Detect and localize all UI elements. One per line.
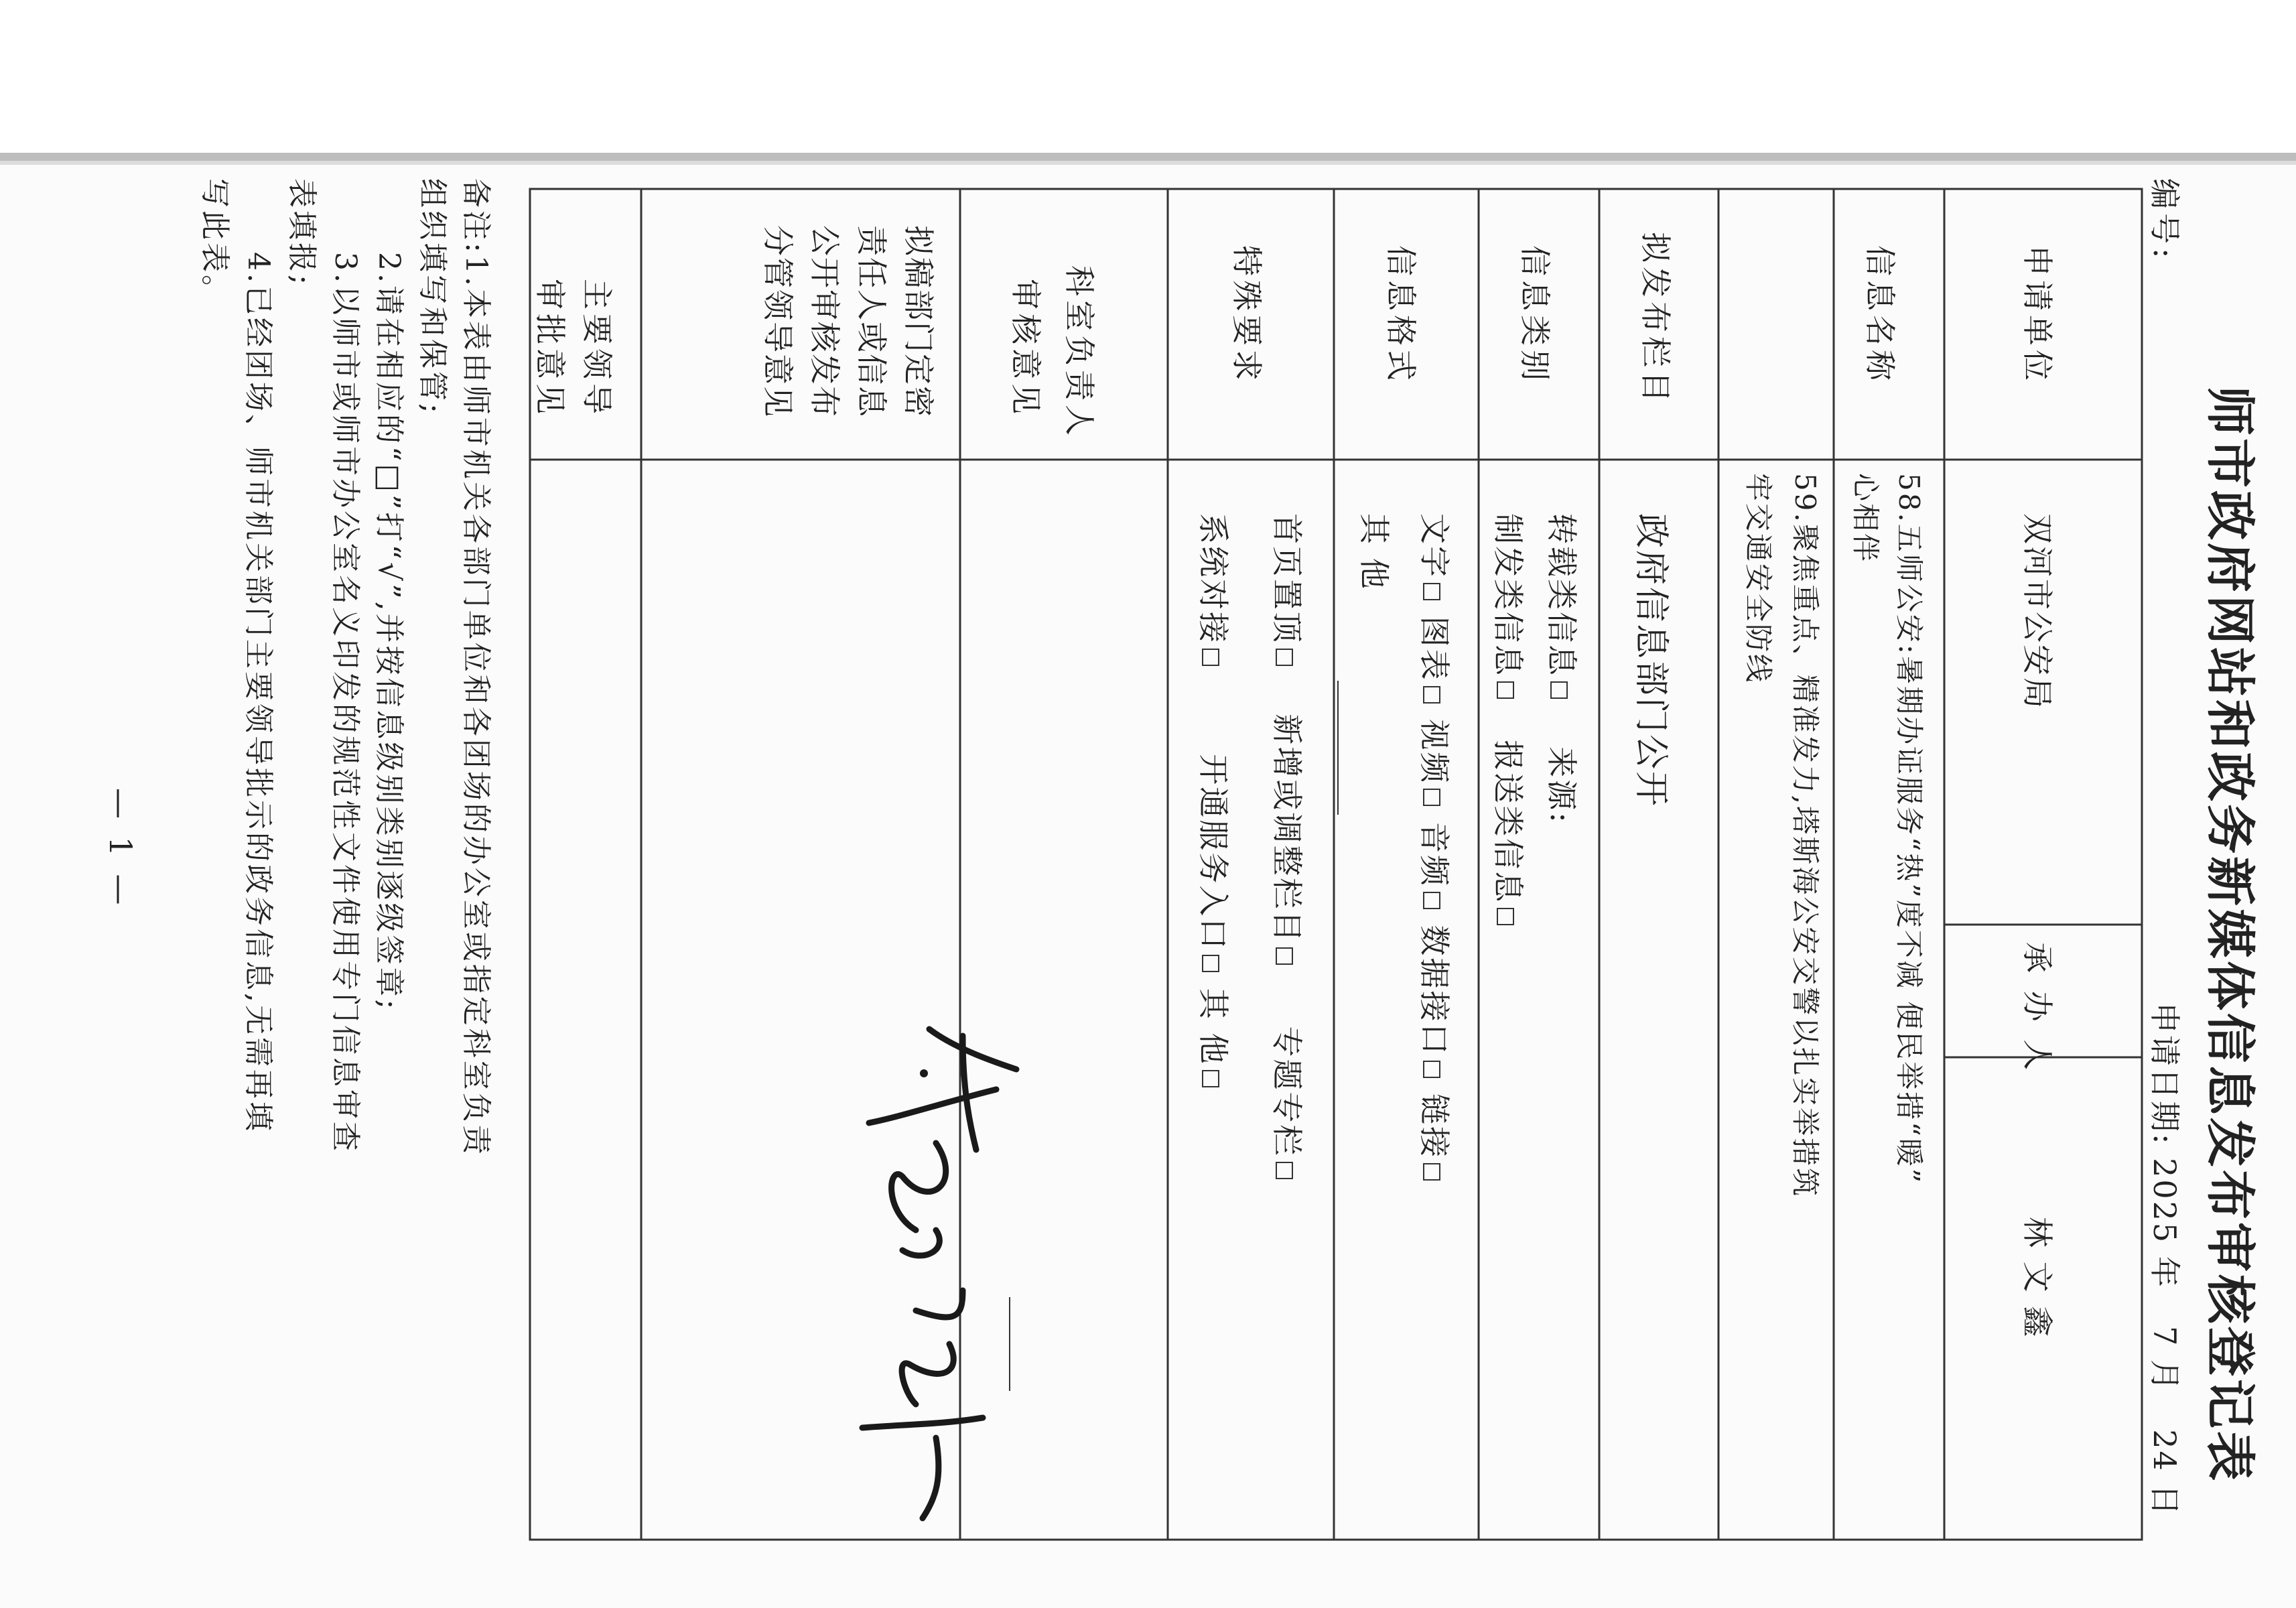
- special-service: 开通服务入口: [1195, 754, 1231, 951]
- apply-date-label: 申请日期:: [2147, 1002, 2183, 1146]
- format-audio: 音频: [1416, 821, 1453, 888]
- info-name-line2: 心相伴: [1849, 473, 1882, 564]
- note-4b: 写此表。: [198, 178, 232, 307]
- leader-label-2: 审批意见: [532, 279, 568, 418]
- category-reported-checkbox[interactable]: [1497, 908, 1514, 925]
- special-topic: 专题专栏: [1269, 1026, 1305, 1158]
- apply-date-month: 7: [2147, 1326, 2183, 1348]
- special-new-column-checkbox[interactable]: [1276, 947, 1293, 965]
- special-topic-checkbox[interactable]: [1276, 1162, 1293, 1179]
- category-reprint-checkbox[interactable]: [1550, 681, 1568, 699]
- format-video-checkbox[interactable]: [1423, 789, 1440, 806]
- info-name-line1: 58.五师公安:暑期办证服务“热”度不减 便民举措“暖”: [1893, 473, 1926, 1185]
- drafting-label-3: 公开审核发布: [807, 225, 843, 418]
- note-3b: 表填报;: [285, 178, 319, 287]
- apply-date-year: 2025: [2147, 1158, 2183, 1245]
- note-4a: 4.已经团场、师市机关部门主要领导批示的政务信息,无需再填: [241, 252, 275, 1134]
- format-text: 文字: [1416, 513, 1453, 579]
- handler-value: 林 文 鑫: [2019, 1217, 2055, 1339]
- scan-edge: [0, 153, 2296, 161]
- special-pin-top: 首页置顶: [1269, 513, 1305, 645]
- drafting-label-1: 拟稿部门定密: [900, 225, 937, 418]
- publish-column-label: 拟发布栏目: [1637, 232, 1674, 406]
- applicant-unit-value: 双河市公安局: [2019, 513, 2055, 710]
- apply-date-day-unit: 日: [2147, 1484, 2183, 1518]
- special-service-checkbox[interactable]: [1202, 955, 1219, 972]
- category-issued-checkbox[interactable]: [1497, 681, 1514, 699]
- note-2: 2.请在相应的“□”打“√”,并按信息级别类别逐级签章;: [372, 252, 406, 1012]
- special-system-checkbox[interactable]: [1202, 649, 1219, 666]
- format-link-checkbox[interactable]: [1423, 1163, 1440, 1181]
- format-chart-checkbox[interactable]: [1423, 686, 1440, 704]
- category-row2: [1488, 513, 1532, 929]
- format-other-label: 其 他: [1356, 513, 1392, 591]
- drafting-label-2: 责任人或信息: [854, 225, 890, 418]
- special-row1: [1267, 513, 1311, 1183]
- special-other: 其 他: [1195, 988, 1231, 1066]
- dept-head-label-1: 科室负责人: [1061, 265, 1097, 440]
- special-other-checkbox[interactable]: [1202, 1070, 1219, 1087]
- special-pin-top-checkbox[interactable]: [1276, 649, 1293, 666]
- page-number: — 1 —: [103, 788, 139, 909]
- category-issued: 制发类信息: [1490, 513, 1526, 677]
- publish-column-value: 政府信息部门公开: [1631, 513, 1671, 809]
- format-data-api: 数据接口: [1416, 925, 1453, 1057]
- info-name-line3: 59.聚焦重点、精准发力,塔斯海公安交警以扎实举措筑: [1789, 473, 1822, 1199]
- format-video: 视频: [1416, 719, 1453, 785]
- special-req-label: 特殊要求: [1229, 245, 1265, 385]
- format-chart: 图表: [1416, 616, 1453, 682]
- format-text-checkbox[interactable]: [1423, 583, 1440, 600]
- info-name-line4: 牢交通安全防线: [1742, 473, 1775, 685]
- format-link: 链接: [1416, 1093, 1453, 1160]
- category-row1: [1542, 513, 1586, 825]
- category-source-label: 来源:: [1544, 746, 1580, 825]
- leader-label-1: 主要领导: [579, 279, 615, 418]
- format-options: [1414, 513, 1459, 1185]
- note-3a: 3.以师市或师市办公室名义印发的规范性文件使用专门信息审查: [328, 252, 362, 1154]
- apply-date-day: 24: [2147, 1429, 2183, 1473]
- info-name-label: 信息名称: [1862, 245, 1898, 385]
- category-reported: 报送类信息: [1490, 740, 1526, 904]
- rotated-form: [0, 165, 2296, 1608]
- format-data-api-checkbox[interactable]: [1423, 1061, 1440, 1078]
- form-title: 师市政府网站和政务新媒体信息发布审核登记表: [2201, 386, 2258, 1483]
- drafting-label-4: 分管领导意见: [760, 225, 796, 418]
- dept-head-label-2: 审核意见: [1008, 279, 1044, 418]
- handler-label: 承 办 人: [2019, 942, 2055, 1075]
- note-1b: 组织填写和保管;: [415, 178, 450, 416]
- handwritten-signature: [835, 1009, 1036, 1545]
- category-reprint: 转载类信息: [1544, 513, 1580, 677]
- applicant-unit-label: 申请单位: [2019, 245, 2055, 385]
- special-system: 系统对接: [1195, 513, 1231, 645]
- info-format-label: 信息格式: [1383, 245, 1419, 385]
- apply-date-year-unit: 年: [2147, 1256, 2183, 1289]
- special-new-column: 新增或调整栏目: [1269, 714, 1305, 944]
- note-1a: 备注:1.本表由师市机关各部门单位和各团场的办公室或指定科室负责: [459, 178, 493, 1157]
- serial-label: 编号:: [2147, 178, 2183, 263]
- special-row2: [1193, 513, 1237, 1091]
- format-other: [1354, 513, 1398, 591]
- apply-date-month-unit: 月: [2147, 1359, 2183, 1392]
- info-category-label: 信息类别: [1517, 245, 1553, 385]
- format-audio-checkbox[interactable]: [1423, 892, 1440, 909]
